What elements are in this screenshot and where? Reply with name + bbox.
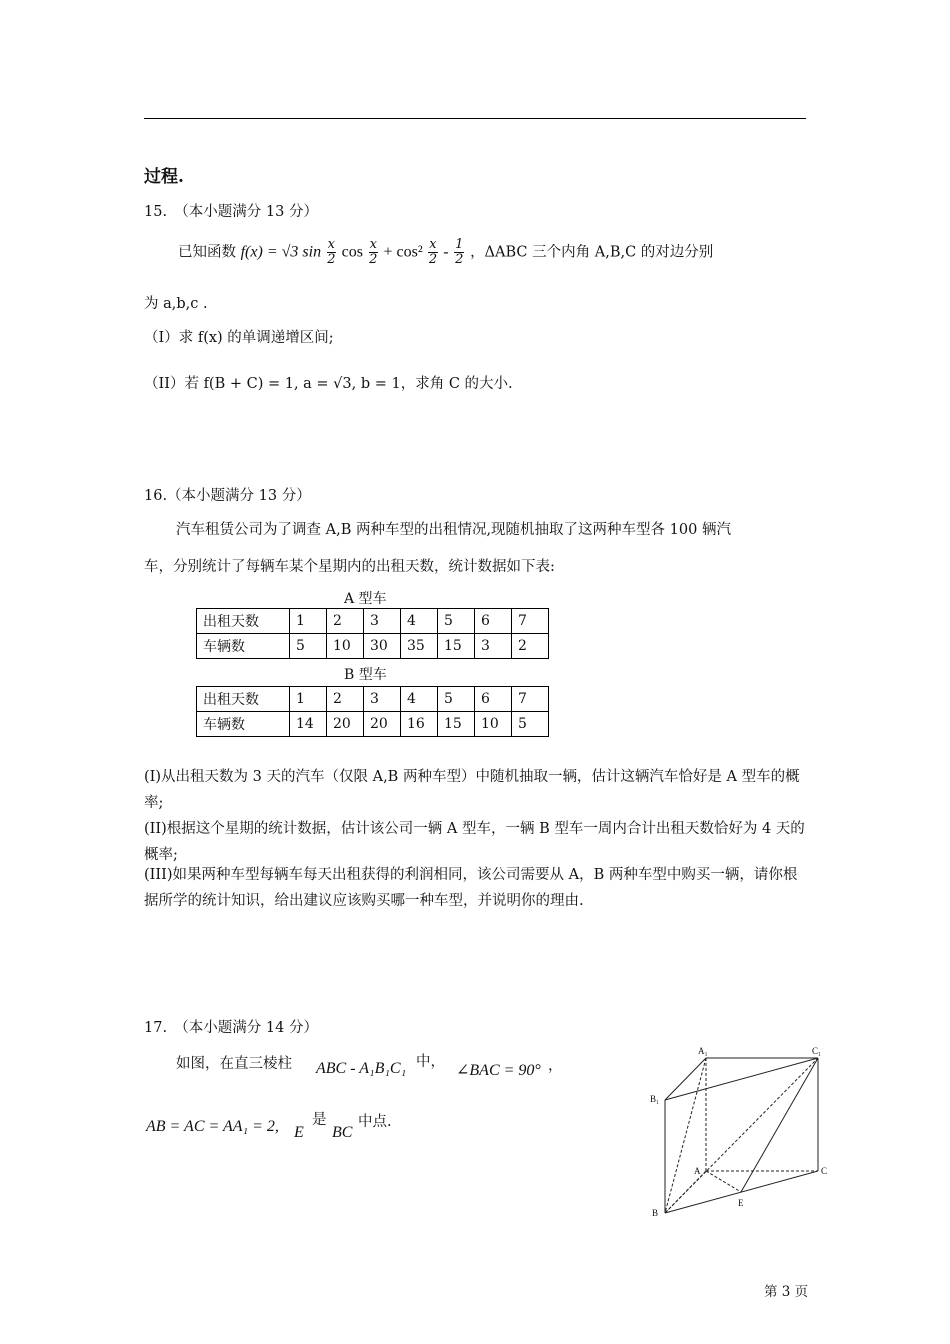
table-cell: 7 [512, 687, 549, 712]
table-b [196, 686, 549, 737]
edge-a1-b1 [665, 1058, 706, 1100]
q17-line1-end: ， [548, 1058, 563, 1074]
table-cell: 10 [475, 712, 512, 737]
q17-point-e: E [294, 1124, 304, 1141]
table-cell: 15 [438, 712, 475, 737]
table-cell: 5 [438, 609, 475, 634]
q17-prism: ABC - A₁B₁C₁ [316, 1060, 407, 1077]
table-cell: 16 [401, 712, 438, 737]
q16-part2: (II)根据这个星期的统计数据，估计该公司一辆 A 型车，一辆 B 型车一周内合计出租天数恰好为 4 天的概率; [144, 821, 805, 863]
q15-func: f(x) = √3 sin [240, 243, 322, 261]
q15-part1: （I）求 f(x) 的单调递增区间; [144, 330, 334, 346]
table-cell: 3 [364, 609, 401, 634]
q15-line2: 为 a,b,c . [144, 296, 208, 312]
section-title: 过程. [144, 167, 184, 187]
table-cell: 车辆数 [197, 634, 290, 659]
table-cell: 6 [475, 609, 512, 634]
edge-c1-e [741, 1058, 818, 1192]
table-cell: 1 [290, 687, 327, 712]
table-cell: 5 [290, 634, 327, 659]
table-cell: 14 [290, 712, 327, 737]
table-a-caption: A 型车 [344, 591, 387, 607]
frac-1-over-2: $\frac{1}{2}$ [455, 237, 464, 267]
q16-part1: (I)从出租天数为 3 天的汽车（仅限 A,B 两种车型）中随机抽取一辆，估计这辆汽车恰好是 A 型车的概率; [144, 769, 800, 811]
table-a-counts-row [197, 634, 549, 659]
table-cell: 车辆数 [197, 712, 290, 737]
label-a1: A₁ [698, 1046, 708, 1056]
label-c: C [821, 1166, 828, 1176]
table-cell: 4 [401, 609, 438, 634]
table-cell: 30 [364, 634, 401, 659]
table-cell: 1 [290, 609, 327, 634]
table-cell: 35 [401, 634, 438, 659]
q17-line1-prefix: 如图，在直三棱柱 [176, 1056, 292, 1072]
q15-intro-suffix: ，ΔABC 三个内角 A,B,C 的对边分别 [470, 244, 714, 261]
q16-title: 16.（本小题满分 13 分） [144, 488, 311, 504]
table-b-caption: B 型车 [344, 667, 387, 683]
q15-minus: - [443, 243, 449, 261]
table-a-days-row [197, 609, 549, 634]
label-b: B [652, 1208, 659, 1218]
table-cell: 2 [327, 687, 364, 712]
q15-plus-cos2: + cos² [383, 243, 423, 261]
edge-a-e [706, 1171, 741, 1192]
label-c1: C₁ [812, 1046, 822, 1056]
q15-part2: （II）若 f(B + C) = 1, a = √3, b = 1，求角 C 的大小. [144, 376, 513, 392]
table-b-counts-row [197, 712, 549, 737]
q17-equation: AB = AC = AA₁ = 2, [146, 1118, 279, 1135]
q15-intro [178, 238, 713, 267]
q17-angle: ∠BAC = 90° [456, 1062, 541, 1079]
q17-title: 17. （本小题满分 14 分） [144, 1020, 318, 1036]
page-number: 第 3 页 [764, 1284, 809, 1300]
table-cell: 出租天数 [197, 687, 290, 712]
label-a: A [694, 1166, 701, 1176]
q17-is: 是 [312, 1112, 327, 1128]
table-cell: 5 [512, 712, 549, 737]
q16-intro-line2: 车，分别统计了每辆车某个星期内的出租天数，统计数据如下表: [144, 559, 555, 575]
prism-figure [640, 1046, 840, 1226]
frac-x-over-2: $\frac{x}{2}$ [327, 237, 336, 267]
table-cell: 20 [364, 712, 401, 737]
q16-part3: (III)如果两种车型每辆车每天出租获得的利润相同，该公司需要从 A，B 两种车型中购买一辆，请你根据所学的统计知识，给出建议应该购买哪一种车型，并说明你的理由. [144, 867, 798, 909]
table-cell: 4 [401, 687, 438, 712]
q15-cos: cos [341, 243, 363, 261]
table-a [196, 608, 549, 659]
table-cell: 3 [364, 687, 401, 712]
q15-title: 15. （本小题满分 13 分） [144, 204, 318, 220]
table-cell: 2 [327, 609, 364, 634]
table-cell: 15 [438, 634, 475, 659]
table-cell: 5 [438, 687, 475, 712]
table-cell: 出租天数 [197, 609, 290, 634]
label-e: E [738, 1198, 744, 1208]
q17-line2-end: 中点. [358, 1114, 392, 1130]
table-cell: 3 [475, 634, 512, 659]
table-cell: 2 [512, 634, 549, 659]
header-rule [144, 118, 806, 119]
table-cell: 7 [512, 609, 549, 634]
q17-line1-mid: 中， [416, 1054, 445, 1070]
frac-x-over-2-c: $\frac{x}{2}$ [428, 237, 438, 267]
frac-x-over-2-b: $\frac{x}{2}$ [369, 237, 378, 267]
table-cell: 10 [327, 634, 364, 659]
edge-a-b [665, 1171, 706, 1213]
edge-b1-c1 [665, 1058, 818, 1100]
edge-b-c1 [665, 1058, 818, 1213]
edge-a1-b [665, 1058, 706, 1213]
label-b1: B₁ [650, 1094, 660, 1104]
table-cell: 20 [327, 712, 364, 737]
q16-intro-line1: 汽车租赁公司为了调查 A,B 两种车型的出租情况,现随机抽取了这两种车型各 100 辆汽 [176, 522, 731, 538]
table-b-days-row [197, 687, 549, 712]
q17-segment-bc: BC [332, 1124, 353, 1141]
q15-intro-prefix: 已知函数 [178, 244, 236, 261]
table-cell: 6 [475, 687, 512, 712]
